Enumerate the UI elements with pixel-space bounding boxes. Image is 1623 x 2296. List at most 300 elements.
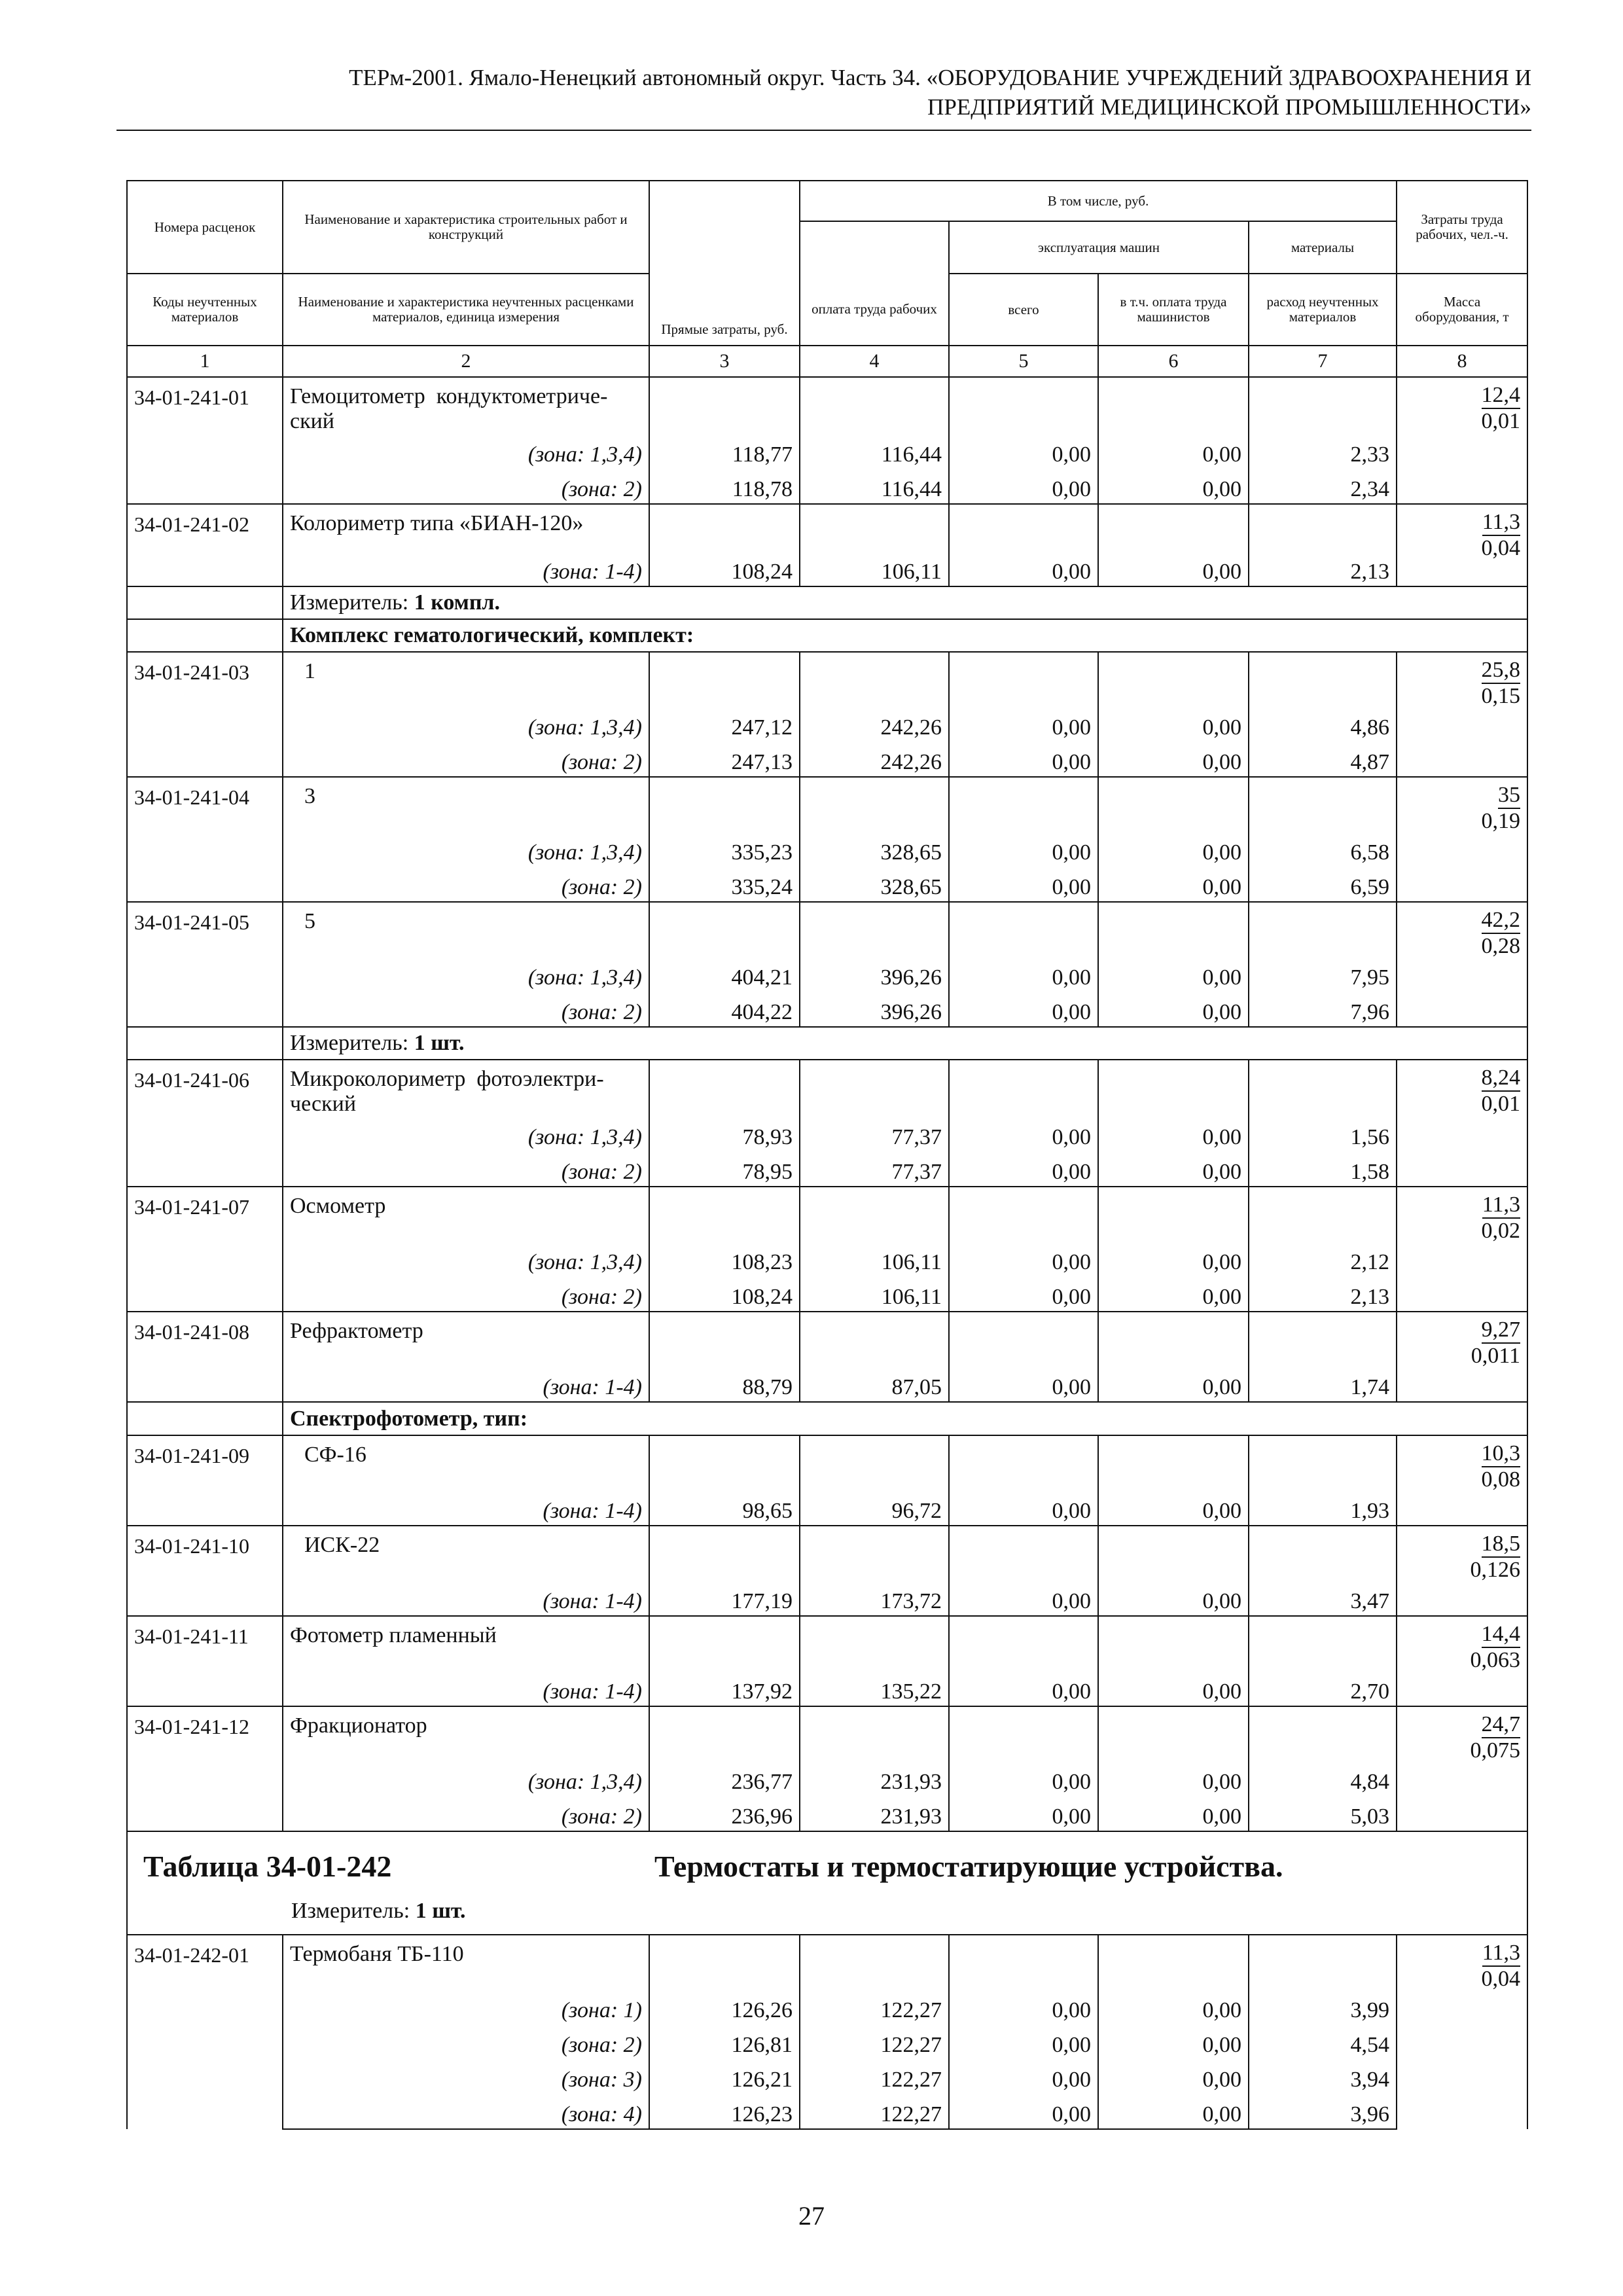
- materials-consumption: 3,99: [1249, 1990, 1397, 2024]
- item-name: [283, 1312, 649, 1367]
- worker-wages: 77,37: [800, 1117, 949, 1151]
- labor-mass-fraction: [1397, 1187, 1527, 1312]
- empty-cell: [1249, 1060, 1397, 1117]
- head-codes: Коды неучтенных материалов: [127, 274, 283, 346]
- direct-cost: 108,23: [649, 1242, 800, 1276]
- empty-cell: [949, 1187, 1098, 1242]
- materials-consumption: 4,54: [1249, 2024, 1397, 2059]
- empty-cell: [1249, 902, 1397, 957]
- empty-cell: [1249, 504, 1397, 551]
- empty-cell: [800, 377, 949, 434]
- empty-cell: [1098, 777, 1249, 832]
- rate-code: 34-01-241-07: [127, 1187, 283, 1312]
- worker-wages: 122,27: [800, 2094, 949, 2129]
- head-including: В том числе, руб.: [800, 181, 1397, 221]
- labor-value: 11,3: [1482, 1941, 1520, 1967]
- direct-cost: 404,22: [649, 992, 800, 1027]
- labor-mass-fraction: [1397, 1526, 1527, 1616]
- head-wages: оплата труда рабочих: [800, 274, 949, 346]
- item-name: [283, 652, 649, 707]
- labor-mass-fraction: [1397, 902, 1527, 1027]
- direct-cost: 335,24: [649, 867, 800, 902]
- meter-label: Измеритель: 1 компл.: [283, 586, 1527, 619]
- zone-label: (зона: 2): [283, 1151, 649, 1187]
- worker-wages: 231,93: [800, 1796, 949, 1831]
- labor-value: 10,3: [1482, 1441, 1521, 1467]
- zone-label: (зона: 1,3,4): [283, 707, 649, 742]
- worker-wages: 396,26: [800, 992, 949, 1027]
- worker-wages: 122,27: [800, 2024, 949, 2059]
- worker-wages: 135,22: [800, 1671, 949, 1706]
- machines-total: 0,00: [949, 742, 1098, 777]
- zone-label: (зона: 1-4): [283, 1367, 649, 1402]
- empty-cell: [649, 1435, 800, 1490]
- driver-wages: 0,00: [1098, 1990, 1249, 2024]
- machines-total: 0,00: [949, 1671, 1098, 1706]
- direct-cost: 78,93: [649, 1117, 800, 1151]
- machines-total: 0,00: [949, 867, 1098, 902]
- zone-label: (зона: 2): [283, 742, 649, 777]
- empty-cell: [1249, 777, 1397, 832]
- driver-wages: 0,00: [1098, 1796, 1249, 1831]
- worker-wages: 396,26: [800, 957, 949, 992]
- machines-total: 0,00: [949, 1796, 1098, 1831]
- item-name-line: Термобаня ТБ-110: [290, 1942, 464, 1966]
- worker-wages: 122,27: [800, 1990, 949, 2024]
- rate-code: 34-01-241-05: [127, 902, 283, 1027]
- materials-consumption: 4,86: [1249, 707, 1397, 742]
- empty-cell: [949, 1616, 1098, 1671]
- empty-cell: [649, 902, 800, 957]
- mass-value: 0,01: [1481, 409, 1521, 433]
- direct-cost: 98,65: [649, 1490, 800, 1526]
- rate-code: 34-01-241-03: [127, 652, 283, 777]
- mass-value: 0,126: [1470, 1558, 1521, 1582]
- zone-label: (зона: 2): [283, 1796, 649, 1831]
- item-name-line: 1: [304, 659, 315, 683]
- machines-total: 0,00: [949, 1990, 1098, 2024]
- rate-code: 34-01-241-10: [127, 1526, 283, 1616]
- empty-cell: [800, 1312, 949, 1367]
- rate-code: 34-01-241-06: [127, 1060, 283, 1187]
- driver-wages: 0,00: [1098, 469, 1249, 504]
- driver-wages: 0,00: [1098, 992, 1249, 1027]
- header-line-1: ТЕРм-2001. Ямало-Ненецкий автономный округ. Часть 34. «ОБОРУДОВАНИЕ УЧРЕЖДЕНИЙ ЗДРАВООХРАНЕНИЯ И: [349, 65, 1531, 90]
- worker-wages: 116,44: [800, 434, 949, 469]
- item-name-line: ский: [290, 409, 334, 433]
- direct-cost: 404,21: [649, 957, 800, 992]
- zone-label: (зона: 1,3,4): [283, 832, 649, 867]
- direct-cost: 108,24: [649, 551, 800, 586]
- labor-value: 12,4: [1482, 383, 1521, 409]
- page-number: 27: [798, 2201, 825, 2231]
- rates-table: [126, 180, 1528, 2130]
- machines-total: 0,00: [949, 832, 1098, 867]
- empty-cell: [649, 1526, 800, 1581]
- col-number: 4: [800, 346, 949, 377]
- empty-cell: [649, 1706, 800, 1761]
- zone-label: (зона: 2): [283, 992, 649, 1027]
- zone-label: (зона: 1): [283, 1990, 649, 2024]
- item-name-line: Осмометр: [290, 1194, 386, 1218]
- materials-consumption: 4,87: [1249, 742, 1397, 777]
- direct-cost: 335,23: [649, 832, 800, 867]
- item-name: [283, 1435, 649, 1490]
- driver-wages: 0,00: [1098, 957, 1249, 992]
- head-blank: [800, 221, 949, 274]
- labor-value: 11,3: [1482, 1193, 1520, 1219]
- empty-cell: [800, 777, 949, 832]
- direct-cost: 137,92: [649, 1671, 800, 1706]
- machines-total: 0,00: [949, 1117, 1098, 1151]
- materials-consumption: 3,96: [1249, 2094, 1397, 2129]
- empty-cell: [649, 1060, 800, 1117]
- rates-body: [127, 377, 1527, 2129]
- materials-consumption: 4,84: [1249, 1761, 1397, 1796]
- empty-cell: [800, 652, 949, 707]
- empty-cell: [800, 1616, 949, 1671]
- empty-cell: [1249, 1706, 1397, 1761]
- materials-consumption: 3,47: [1249, 1581, 1397, 1616]
- worker-wages: 77,37: [800, 1151, 949, 1187]
- materials-consumption: 2,13: [1249, 1276, 1397, 1312]
- labor-value: 8,24: [1482, 1066, 1521, 1092]
- empty-cell: [800, 1526, 949, 1581]
- mass-value: 0,04: [1481, 1967, 1521, 1991]
- direct-cost: 78,95: [649, 1151, 800, 1187]
- item-name: [283, 1616, 649, 1671]
- empty-cell: [1249, 1435, 1397, 1490]
- zone-label: (зона: 1,3,4): [283, 1242, 649, 1276]
- empty-cell: [1249, 1526, 1397, 1581]
- rate-code: 34-01-241-01: [127, 377, 283, 504]
- meter-label: Измеритель: 1 шт.: [283, 1027, 1527, 1060]
- worker-wages: 87,05: [800, 1367, 949, 1402]
- worker-wages: 173,72: [800, 1581, 949, 1616]
- mass-value: 0,02: [1481, 1219, 1521, 1243]
- driver-wages: 0,00: [1098, 867, 1249, 902]
- machines-total: 0,00: [949, 2059, 1098, 2094]
- empty-cell: [127, 1027, 283, 1060]
- item-name-line: ческий: [290, 1092, 357, 1116]
- head-driver-wages: в т.ч. оплата труда машинистов: [1098, 274, 1249, 346]
- empty-cell: [800, 504, 949, 551]
- empty-cell: [1098, 1435, 1249, 1490]
- worker-wages: 106,11: [800, 1276, 949, 1312]
- direct-cost: 118,78: [649, 469, 800, 504]
- direct-cost: 126,81: [649, 2024, 800, 2059]
- empty-cell: [1098, 902, 1249, 957]
- zone-label: (зона: 4): [283, 2094, 649, 2129]
- empty-cell: [949, 1706, 1098, 1761]
- direct-cost: 177,19: [649, 1581, 800, 1616]
- item-name: [283, 1060, 649, 1117]
- empty-cell: [649, 652, 800, 707]
- worker-wages: 122,27: [800, 2059, 949, 2094]
- driver-wages: 0,00: [1098, 1761, 1249, 1796]
- head-consumption: расход неучтенных материалов: [1249, 274, 1397, 346]
- table-name: Термостаты и термостатирующие устройства.: [654, 1850, 1283, 1883]
- group-heading: Спектрофотометр, тип:: [283, 1402, 1527, 1435]
- driver-wages: 0,00: [1098, 1671, 1249, 1706]
- head-name-works: Наименование и характеристика строительных работ и конструкций: [283, 181, 649, 274]
- empty-cell: [649, 1187, 800, 1242]
- meter-label: Измеритель: 1 шт.: [291, 1899, 466, 1923]
- rate-code: 34-01-241-04: [127, 777, 283, 902]
- labor-value: 25,8: [1482, 658, 1521, 684]
- worker-wages: 116,44: [800, 469, 949, 504]
- empty-cell: [949, 777, 1098, 832]
- materials-consumption: 2,13: [1249, 551, 1397, 586]
- rate-code: 34-01-241-02: [127, 504, 283, 586]
- mass-value: 0,28: [1481, 934, 1521, 958]
- direct-cost: 126,26: [649, 1990, 800, 2024]
- direct-cost: 247,12: [649, 707, 800, 742]
- empty-cell: [949, 377, 1098, 434]
- labor-mass-fraction: [1397, 1706, 1527, 1831]
- direct-cost: 126,21: [649, 2059, 800, 2094]
- machines-total: 0,00: [949, 1367, 1098, 1402]
- materials-consumption: 6,59: [1249, 867, 1397, 902]
- labor-value: 14,4: [1482, 1622, 1521, 1648]
- zone-label: (зона: 2): [283, 867, 649, 902]
- materials-consumption: 6,58: [1249, 832, 1397, 867]
- labor-mass-fraction: [1397, 377, 1527, 504]
- worker-wages: 231,93: [800, 1761, 949, 1796]
- head-materials: материалы: [1249, 221, 1397, 274]
- driver-wages: 0,00: [1098, 742, 1249, 777]
- labor-mass-fraction: [1397, 1312, 1527, 1402]
- direct-cost: 108,24: [649, 1276, 800, 1312]
- mass-value: 0,063: [1470, 1648, 1521, 1672]
- empty-cell: [649, 1312, 800, 1367]
- driver-wages: 0,00: [1098, 551, 1249, 586]
- materials-consumption: 7,96: [1249, 992, 1397, 1027]
- empty-cell: [649, 777, 800, 832]
- empty-cell: [1098, 1060, 1249, 1117]
- worker-wages: 242,26: [800, 707, 949, 742]
- machines-total: 0,00: [949, 2094, 1098, 2129]
- mass-value: 0,19: [1481, 809, 1521, 833]
- empty-cell: [800, 1187, 949, 1242]
- direct-cost: 88,79: [649, 1367, 800, 1402]
- zone-label: (зона: 1-4): [283, 1671, 649, 1706]
- materials-consumption: 1,56: [1249, 1117, 1397, 1151]
- empty-cell: [127, 586, 283, 619]
- driver-wages: 0,00: [1098, 1581, 1249, 1616]
- labor-mass-fraction: [1397, 1435, 1527, 1526]
- worker-wages: 242,26: [800, 742, 949, 777]
- head-machines-total: всего: [949, 274, 1098, 346]
- labor-value: 24,7: [1482, 1712, 1521, 1738]
- rate-code: 34-01-242-01: [127, 1935, 283, 2129]
- materials-consumption: 2,33: [1249, 434, 1397, 469]
- zone-label: (зона: 1-4): [283, 1490, 649, 1526]
- col-number: 3: [649, 346, 800, 377]
- labor-value: 35: [1498, 783, 1520, 809]
- zone-label: (зона: 2): [283, 2024, 649, 2059]
- col-number: 7: [1249, 346, 1397, 377]
- labor-mass-fraction: [1397, 1616, 1527, 1706]
- empty-cell: [800, 902, 949, 957]
- zone-label: (зона: 1,3,4): [283, 1117, 649, 1151]
- machines-total: 0,00: [949, 469, 1098, 504]
- col-number: 1: [127, 346, 283, 377]
- machines-total: 0,00: [949, 1151, 1098, 1187]
- empty-cell: [1249, 377, 1397, 434]
- head-direct-costs: Прямые затраты, руб.: [649, 181, 800, 346]
- machines-total: 0,00: [949, 1242, 1098, 1276]
- worker-wages: 106,11: [800, 551, 949, 586]
- empty-cell: [800, 1935, 949, 1990]
- item-name-line: СФ-16: [304, 1443, 366, 1467]
- item-name-line: Гемоцитометр кондуктометриче-: [290, 384, 608, 408]
- materials-consumption: 2,12: [1249, 1242, 1397, 1276]
- empty-cell: [1098, 1526, 1249, 1581]
- item-name-line: 3: [304, 784, 315, 808]
- rate-code: 34-01-241-08: [127, 1312, 283, 1402]
- empty-cell: [800, 1706, 949, 1761]
- zone-label: (зона: 2): [283, 1276, 649, 1312]
- empty-cell: [1098, 1312, 1249, 1367]
- machines-total: 0,00: [949, 1581, 1098, 1616]
- machines-total: 0,00: [949, 551, 1098, 586]
- labor-value: 42,2: [1482, 908, 1521, 934]
- materials-consumption: 1,93: [1249, 1490, 1397, 1526]
- driver-wages: 0,00: [1098, 1151, 1249, 1187]
- rate-code: 34-01-241-12: [127, 1706, 283, 1831]
- mass-value: 0,04: [1481, 536, 1521, 560]
- item-name-line: Колориметр типа «БИАН-120»: [290, 511, 584, 535]
- machines-total: 0,00: [949, 1276, 1098, 1312]
- machines-total: 0,00: [949, 1761, 1098, 1796]
- empty-cell: [1098, 504, 1249, 551]
- labor-mass-fraction: [1397, 1060, 1527, 1187]
- worker-wages: 328,65: [800, 832, 949, 867]
- labor-mass-fraction: [1397, 504, 1527, 586]
- empty-cell: [1098, 652, 1249, 707]
- materials-consumption: 2,70: [1249, 1671, 1397, 1706]
- materials-consumption: 2,34: [1249, 469, 1397, 504]
- mass-value: 0,075: [1470, 1738, 1521, 1763]
- group-heading: Комплекс гематологический, комплект:: [283, 619, 1527, 652]
- mass-value: 0,011: [1471, 1344, 1521, 1368]
- direct-cost: 118,77: [649, 434, 800, 469]
- labor-mass-fraction: [1397, 1935, 1527, 2129]
- machines-total: 0,00: [949, 434, 1098, 469]
- empty-cell: [949, 1435, 1098, 1490]
- table-title-block: [127, 1831, 1527, 1935]
- materials-consumption: 3,94: [1249, 2059, 1397, 2094]
- empty-cell: [949, 504, 1098, 551]
- driver-wages: 0,00: [1098, 434, 1249, 469]
- materials-consumption: 1,58: [1249, 1151, 1397, 1187]
- driver-wages: 0,00: [1098, 1242, 1249, 1276]
- worker-wages: 96,72: [800, 1490, 949, 1526]
- empty-cell: [949, 1526, 1098, 1581]
- empty-cell: [649, 504, 800, 551]
- empty-cell: [1098, 1187, 1249, 1242]
- empty-cell: [649, 377, 800, 434]
- item-name-line: Микроколориметр фотоэлектри-: [290, 1067, 604, 1091]
- mass-value: 0,08: [1481, 1467, 1521, 1492]
- direct-cost: 236,96: [649, 1796, 800, 1831]
- item-name: [283, 377, 649, 434]
- labor-mass-fraction: [1397, 777, 1527, 902]
- header-line-2: ПРЕДПРИЯТИЙ МЕДИЦИНСКОЙ ПРОМЫШЛЕННОСТИ»: [927, 94, 1531, 120]
- item-name: [283, 1526, 649, 1581]
- driver-wages: 0,00: [1098, 1490, 1249, 1526]
- item-name: [283, 1187, 649, 1242]
- zone-label: (зона: 1-4): [283, 1581, 649, 1616]
- empty-cell: [1249, 1187, 1397, 1242]
- machines-total: 0,00: [949, 957, 1098, 992]
- col-number: 2: [283, 346, 649, 377]
- materials-consumption: 1,74: [1249, 1367, 1397, 1402]
- empty-cell: [1249, 1935, 1397, 1990]
- item-name-line: Фракционатор: [290, 1713, 427, 1738]
- empty-cell: [1098, 1935, 1249, 1990]
- driver-wages: 0,00: [1098, 832, 1249, 867]
- driver-wages: 0,00: [1098, 2094, 1249, 2129]
- direct-cost: 247,13: [649, 742, 800, 777]
- machines-total: 0,00: [949, 2024, 1098, 2059]
- item-name-line: ИСК-22: [304, 1533, 380, 1557]
- item-name-line: Рефрактометр: [290, 1319, 423, 1343]
- direct-cost: 236,77: [649, 1761, 800, 1796]
- item-name: [283, 1935, 649, 1990]
- driver-wages: 0,00: [1098, 1367, 1249, 1402]
- empty-cell: [1098, 1616, 1249, 1671]
- labor-value: 9,27: [1482, 1318, 1521, 1344]
- head-rate-numbers: Номера расценок: [127, 181, 283, 274]
- zone-label: (зона: 1,3,4): [283, 434, 649, 469]
- empty-cell: [1098, 377, 1249, 434]
- head-labor: Затраты труда рабочих, чел.-ч.: [1397, 181, 1527, 274]
- head-name-materials: Наименование и характеристика неучтенных расценками материалов, единица измерения: [283, 274, 649, 346]
- table-number: Таблица 34-01-242: [143, 1850, 392, 1883]
- labor-value: 18,5: [1482, 1532, 1521, 1558]
- zone-label: (зона: 2): [283, 469, 649, 504]
- mass-value: 0,01: [1481, 1092, 1521, 1116]
- empty-cell: [649, 1935, 800, 1990]
- empty-cell: [949, 1312, 1098, 1367]
- empty-cell: [1249, 1312, 1397, 1367]
- header-rule: [116, 130, 1531, 131]
- zone-label: (зона: 3): [283, 2059, 649, 2094]
- driver-wages: 0,00: [1098, 1276, 1249, 1312]
- driver-wages: 0,00: [1098, 2024, 1249, 2059]
- driver-wages: 0,00: [1098, 707, 1249, 742]
- driver-wages: 0,00: [1098, 1117, 1249, 1151]
- labor-mass-fraction: [1397, 652, 1527, 777]
- head-machines: эксплуатация машин: [949, 221, 1249, 274]
- empty-cell: [1098, 1706, 1249, 1761]
- col-number: 6: [1098, 346, 1249, 377]
- rate-code: 34-01-241-09: [127, 1435, 283, 1526]
- empty-cell: [1249, 652, 1397, 707]
- item-name-line: 5: [304, 909, 315, 933]
- empty-cell: [949, 902, 1098, 957]
- materials-consumption: 5,03: [1249, 1796, 1397, 1831]
- materials-consumption: 7,95: [1249, 957, 1397, 992]
- labor-value: 11,3: [1482, 510, 1520, 536]
- zone-label: (зона: 1,3,4): [283, 957, 649, 992]
- empty-cell: [800, 1060, 949, 1117]
- item-name-line: Фотометр пламенный: [290, 1623, 497, 1647]
- item-name: [283, 777, 649, 832]
- empty-cell: [949, 652, 1098, 707]
